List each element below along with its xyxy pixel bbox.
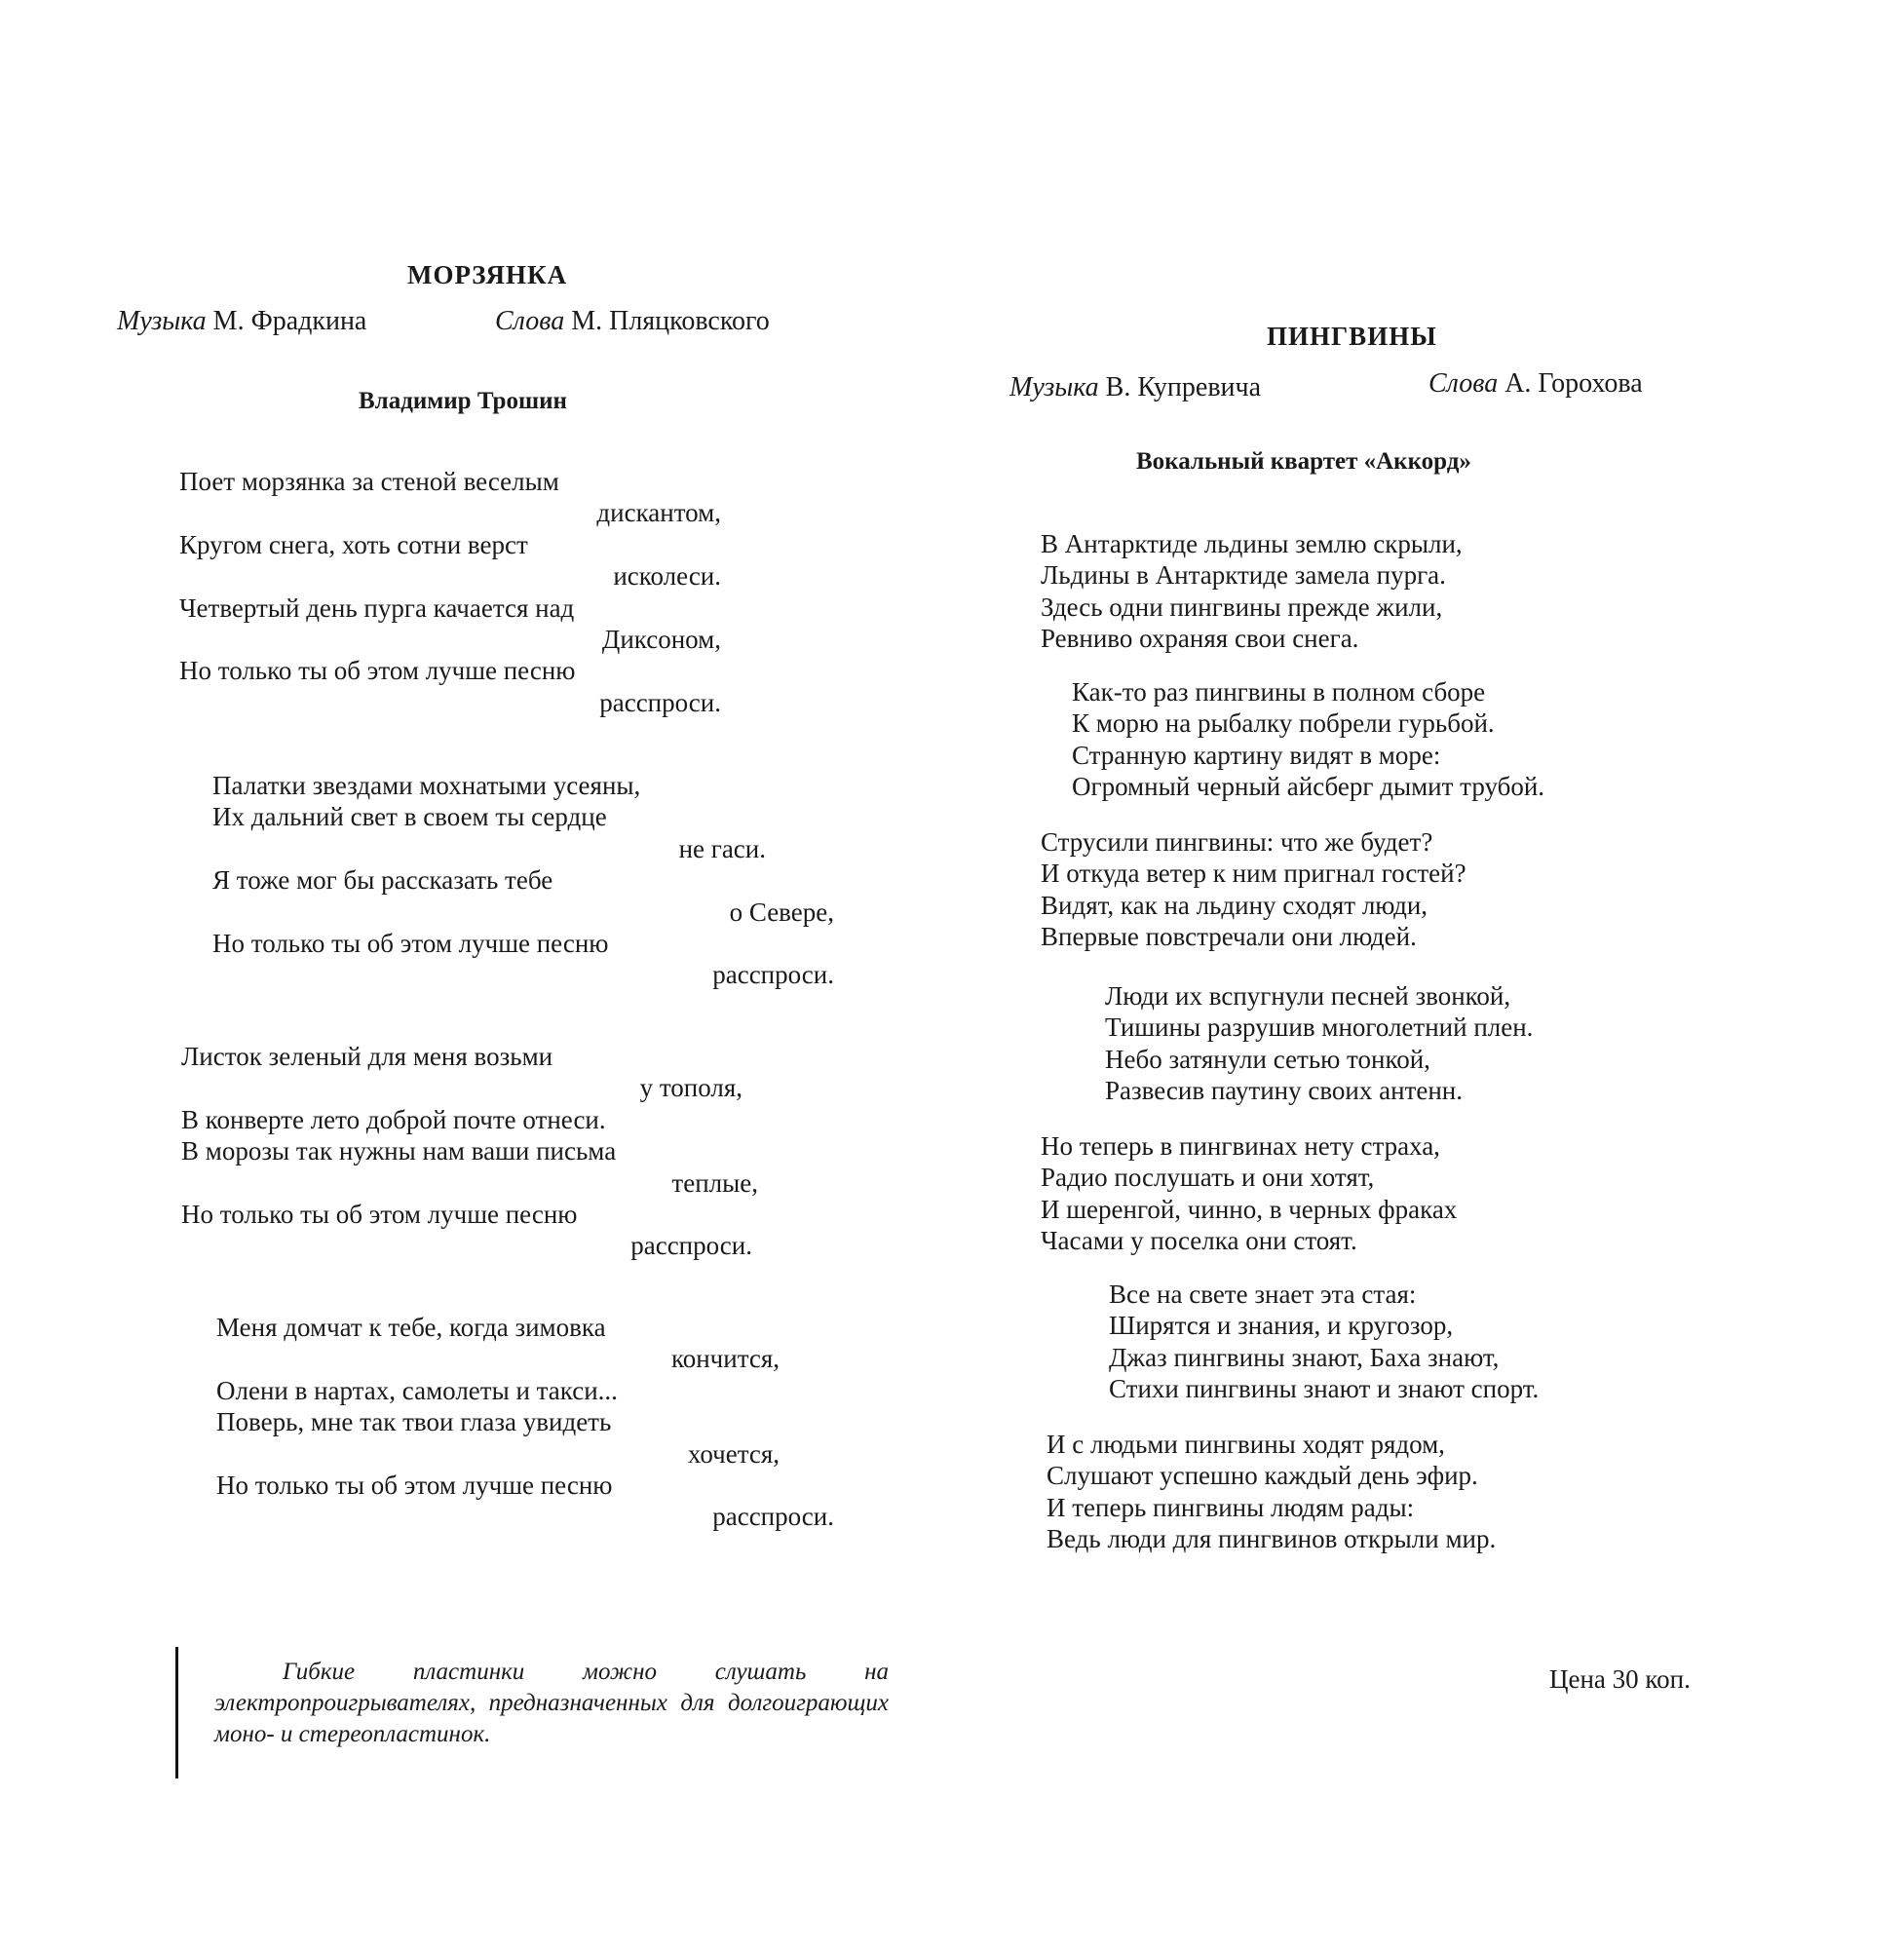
right-song-lyrics-credit (1428, 368, 1643, 400)
verse-line: не гаси. (678, 833, 766, 863)
verse-line: Впервые повстречали они людей. (1041, 922, 1417, 952)
verse-line: расспроси. (599, 687, 721, 717)
verse-line: хочется, (687, 1438, 780, 1469)
verse-line: Ведь люди для пингвинов открыли мир. (1047, 1524, 1497, 1554)
verse-line: исколеси. (613, 561, 721, 592)
verse-line: Здесь одни пингвины прежде жили, (1041, 592, 1443, 622)
verse-line: Люди их вспугнули песней звонкой, (1105, 981, 1511, 1011)
left-verse-3 (181, 1041, 758, 1262)
verse-line: И откуда ветер к ним пригнал гостей? (1041, 859, 1466, 889)
right-song-credits (1009, 372, 1261, 403)
right-song-performer: Вокальный квартет «Аккорд» (1136, 448, 1471, 475)
left-song-performer: Владимир Трошин (359, 388, 567, 414)
lyrics-label: Слова (495, 306, 565, 336)
verse-line: расспроси. (630, 1231, 752, 1261)
verse-line: Огромный черный айсберг дымит трубой. (1072, 772, 1545, 802)
note-margin-bar (175, 1647, 178, 1778)
right-verse-7 (1047, 1429, 1496, 1555)
left-verse-2 (212, 770, 834, 991)
right-song-title: ПИНГВИНЫ (1267, 322, 1437, 351)
verse-line: Я тоже мог бы рассказать тебе (212, 865, 553, 896)
right-verse-3 (1041, 826, 1466, 953)
lyrics-label: Слова (1428, 368, 1499, 399)
music-label: Музыка (1009, 372, 1099, 402)
left-verse-4 (216, 1312, 834, 1533)
verse-line: Как-то раз пингвины в полном сборе (1072, 677, 1486, 707)
lyrics-author: А. Горохова (1504, 368, 1643, 399)
verse-line: Небо затянули сетью тонкой, (1105, 1044, 1430, 1074)
verse-line: Видят, как на льдину сходят люди, (1041, 890, 1428, 920)
verse-line: Льдины в Антарктиде замела пурга. (1041, 560, 1446, 591)
verse-line: расспроси. (712, 1502, 834, 1532)
verse-line: у тополя, (639, 1073, 743, 1103)
verse-line: В Антарктиде льдины землю скрыли, (1041, 529, 1463, 558)
music-label: Музыка (117, 306, 207, 336)
playback-note-text: Гибкие пластинки можно слушать на электропроигрывателях, предназначенных для долгоиграющих моно- и стереопластинок. (214, 1659, 889, 1747)
verse-line: Их дальний свет в своем ты сердце (212, 802, 607, 832)
verse-line: Меня домчат к тебе, когда зимовка (216, 1313, 606, 1342)
verse-line: Странную картину видят в море: (1072, 740, 1441, 770)
verse-line: дискантом, (596, 498, 721, 528)
verse-line: Ширятся и знания, и кругозор, (1109, 1311, 1454, 1341)
verse-line: Листок зеленый для меня возьми (181, 1042, 553, 1071)
music-author: М. Фрадкина (212, 306, 367, 336)
lyrics-author: М. Пляцковского (571, 306, 770, 336)
verse-line: Джаз пингвины знают, Баха знают, (1109, 1342, 1500, 1372)
right-verse-6 (1109, 1279, 1539, 1405)
verse-line: И с людьми пингвины ходят рядом, (1047, 1430, 1445, 1459)
verse-line: Но только ты об этом лучше песню (179, 656, 576, 686)
right-verse-4 (1105, 980, 1533, 1107)
left-song-title: МОРЗЯНКА (407, 260, 568, 289)
verse-line: В морозы так нужны нам ваши письма (181, 1136, 617, 1166)
right-verse-2 (1072, 676, 1544, 803)
verse-line: Кругом снега, хоть сотни верст (179, 529, 528, 559)
verse-line: Но только ты об этом лучше песню (216, 1471, 613, 1501)
verse-line: Слушают успешно каждый день эфир. (1047, 1461, 1478, 1491)
verse-line: расспроси. (712, 960, 834, 990)
left-song-credits (117, 306, 366, 337)
verse-line: Радио послушать и они хотят, (1041, 1163, 1375, 1193)
verse-line: Поверь, мне так твои глаза увидеть (216, 1407, 612, 1437)
verse-line: Все на свете знает эта стая: (1109, 1280, 1417, 1309)
playback-note (214, 1657, 889, 1750)
verse-line: Тишины разрушив многолетний плен. (1105, 1013, 1534, 1043)
verse-line: Но только ты об этом лучше песню (181, 1200, 578, 1230)
left-verse-1 (179, 466, 721, 718)
verse-line: Олени в нартах, самолеты и такси... (216, 1375, 618, 1405)
verse-line: Диксоном, (601, 625, 721, 655)
verse-line: Поет морзянка за стеной веселым (179, 467, 559, 496)
verse-line: В конверте лето доброй почте отнеси. (181, 1104, 606, 1134)
verse-line: К морю на рыбалку побрели гурьбой. (1072, 708, 1495, 739)
verse-line: Струсили пингвины: что же будет? (1041, 827, 1433, 857)
verse-line: теплые, (671, 1167, 758, 1198)
right-verse-1 (1041, 528, 1463, 655)
verse-line: Но только ты об этом лучше песню (212, 929, 609, 959)
music-author: В. Купревича (1105, 372, 1262, 402)
verse-line: Палатки звездами мохнатыми усеяны, (212, 771, 641, 800)
left-song-lyrics-credit (495, 306, 770, 337)
verse-line: И теперь пингвины людям рады: (1047, 1492, 1415, 1522)
verse-line: Ревниво охраняя свои снега. (1041, 624, 1359, 654)
verse-line: Но теперь в пингвинах нету страха, (1041, 1131, 1440, 1161)
verse-line: Часами у поселка они стоят. (1041, 1226, 1357, 1256)
verse-line: Развесив паутину своих антенн. (1105, 1076, 1463, 1106)
verse-line: кончится, (670, 1344, 780, 1374)
right-verse-5 (1041, 1130, 1457, 1257)
verse-line: Четвертый день пурга качается над (179, 592, 575, 623)
price-label: Цена 30 коп. (1549, 1664, 1691, 1694)
verse-line: о Севере, (729, 897, 834, 927)
verse-line: И шеренгой, чинно, в черных фраках (1041, 1194, 1458, 1224)
verse-line: Стихи пингвины знают и знают спорт. (1109, 1374, 1540, 1404)
